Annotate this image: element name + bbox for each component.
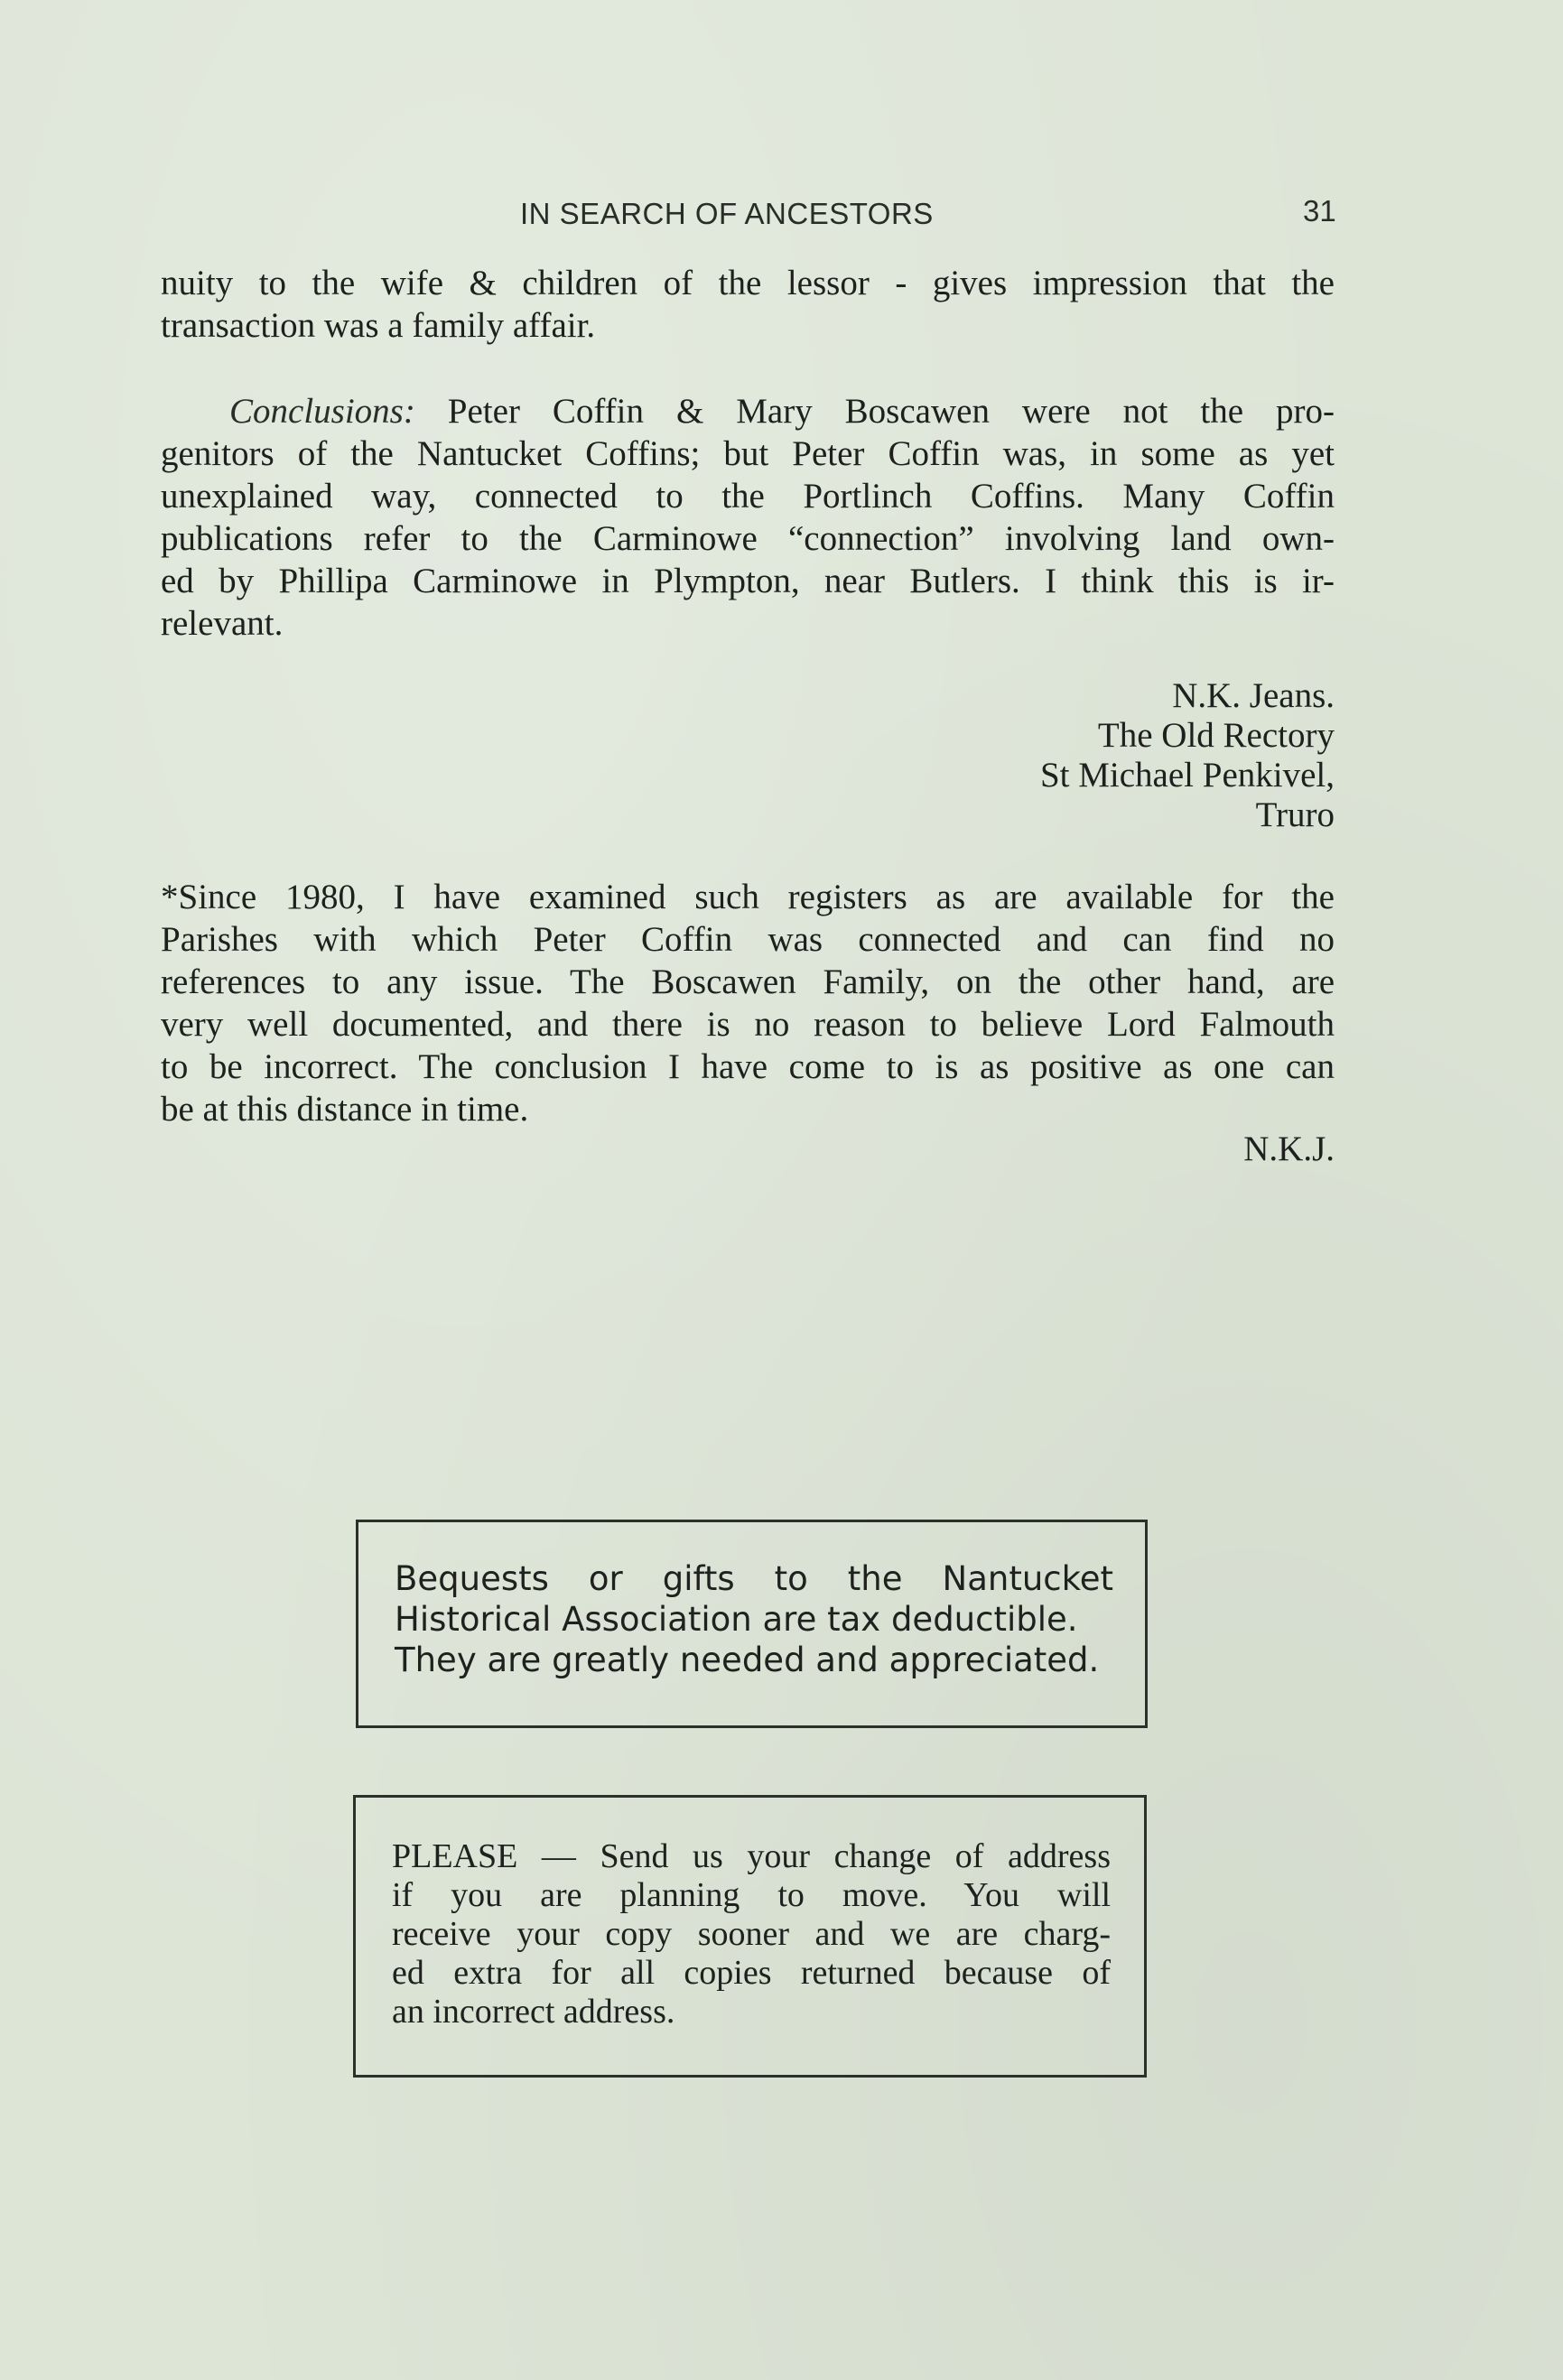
text-line: an incorrect address. bbox=[392, 1993, 675, 2031]
text-line: Parishes with which Peter Coffin was connected and can find no bbox=[161, 920, 1335, 959]
text-line: be at this distance in time. bbox=[161, 1090, 529, 1129]
text-line: to be incorrect. The conclusion I have come to is as positive as one can bbox=[161, 1047, 1335, 1086]
text-line: They are greatly needed and appreciated. bbox=[395, 1641, 1100, 1679]
author-signature-block bbox=[813, 676, 1335, 835]
change-of-address-notice-box bbox=[353, 1795, 1147, 2078]
paragraph-conclusions bbox=[161, 390, 1335, 645]
text-line: relevant. bbox=[161, 604, 284, 643]
text-line: very well documented, and there is no reason to believe Lord Falmouth bbox=[161, 1005, 1335, 1044]
text-line: ed by Phillipa Carminowe in Plympton, near Butlers. I think this is ir- bbox=[161, 562, 1335, 600]
text-line: nuity to the wife & children of the lessor - gives impression that the bbox=[161, 264, 1335, 302]
text-line: unexplained way, connected to the Portlinch Coffins. Many Coffin bbox=[161, 477, 1335, 516]
paragraph-continuation bbox=[161, 262, 1335, 347]
conclusions-lead: Conclusions: bbox=[229, 392, 415, 431]
page-number: 31 bbox=[1303, 194, 1336, 228]
text-line: Historical Association are tax deductible. bbox=[395, 1600, 1078, 1639]
text-line bbox=[161, 390, 1335, 432]
address-line: Truro bbox=[1255, 795, 1335, 834]
address-line: The Old Rectory bbox=[1097, 716, 1335, 755]
paragraph-footnote bbox=[161, 876, 1335, 1130]
text-line: transaction was a family affair. bbox=[161, 306, 596, 345]
text-line: if you are planning to move. You will bbox=[392, 1876, 1111, 1914]
address-line: St Michael Penkivel, bbox=[1039, 756, 1335, 795]
bequests-notice-box bbox=[356, 1520, 1148, 1728]
text-line: genitors of the Nantucket Coffins; but Peter Coffin was, in some as yet bbox=[161, 434, 1335, 473]
text-line: ed extra for all copies returned because of bbox=[392, 1954, 1111, 1992]
text-line: receive your copy sooner and we are charg- bbox=[392, 1915, 1111, 1953]
change-of-address-notice-text bbox=[392, 1837, 1111, 2031]
text-fragment: Peter Coffin & Mary Boscawen were not the pro- bbox=[414, 392, 1335, 431]
running-title: IN SEARCH OF ANCESTORS bbox=[520, 197, 934, 230]
text-line: *Since 1980, I have examined such registers as are available for the bbox=[161, 878, 1335, 916]
author-initials: N.K.J. bbox=[1243, 1130, 1335, 1168]
text-line: publications refer to the Carminowe “connection” involving land own- bbox=[161, 519, 1335, 558]
text-line: PLEASE — Send us your change of address bbox=[392, 1837, 1111, 1875]
author-name: N.K. Jeans. bbox=[1172, 676, 1335, 715]
text-line: references to any issue. The Boscawen Family, on the other hand, are bbox=[161, 962, 1335, 1001]
text-line: Bequests or gifts to the Nantucket bbox=[395, 1559, 1113, 1598]
bequests-notice-text bbox=[395, 1558, 1113, 1680]
